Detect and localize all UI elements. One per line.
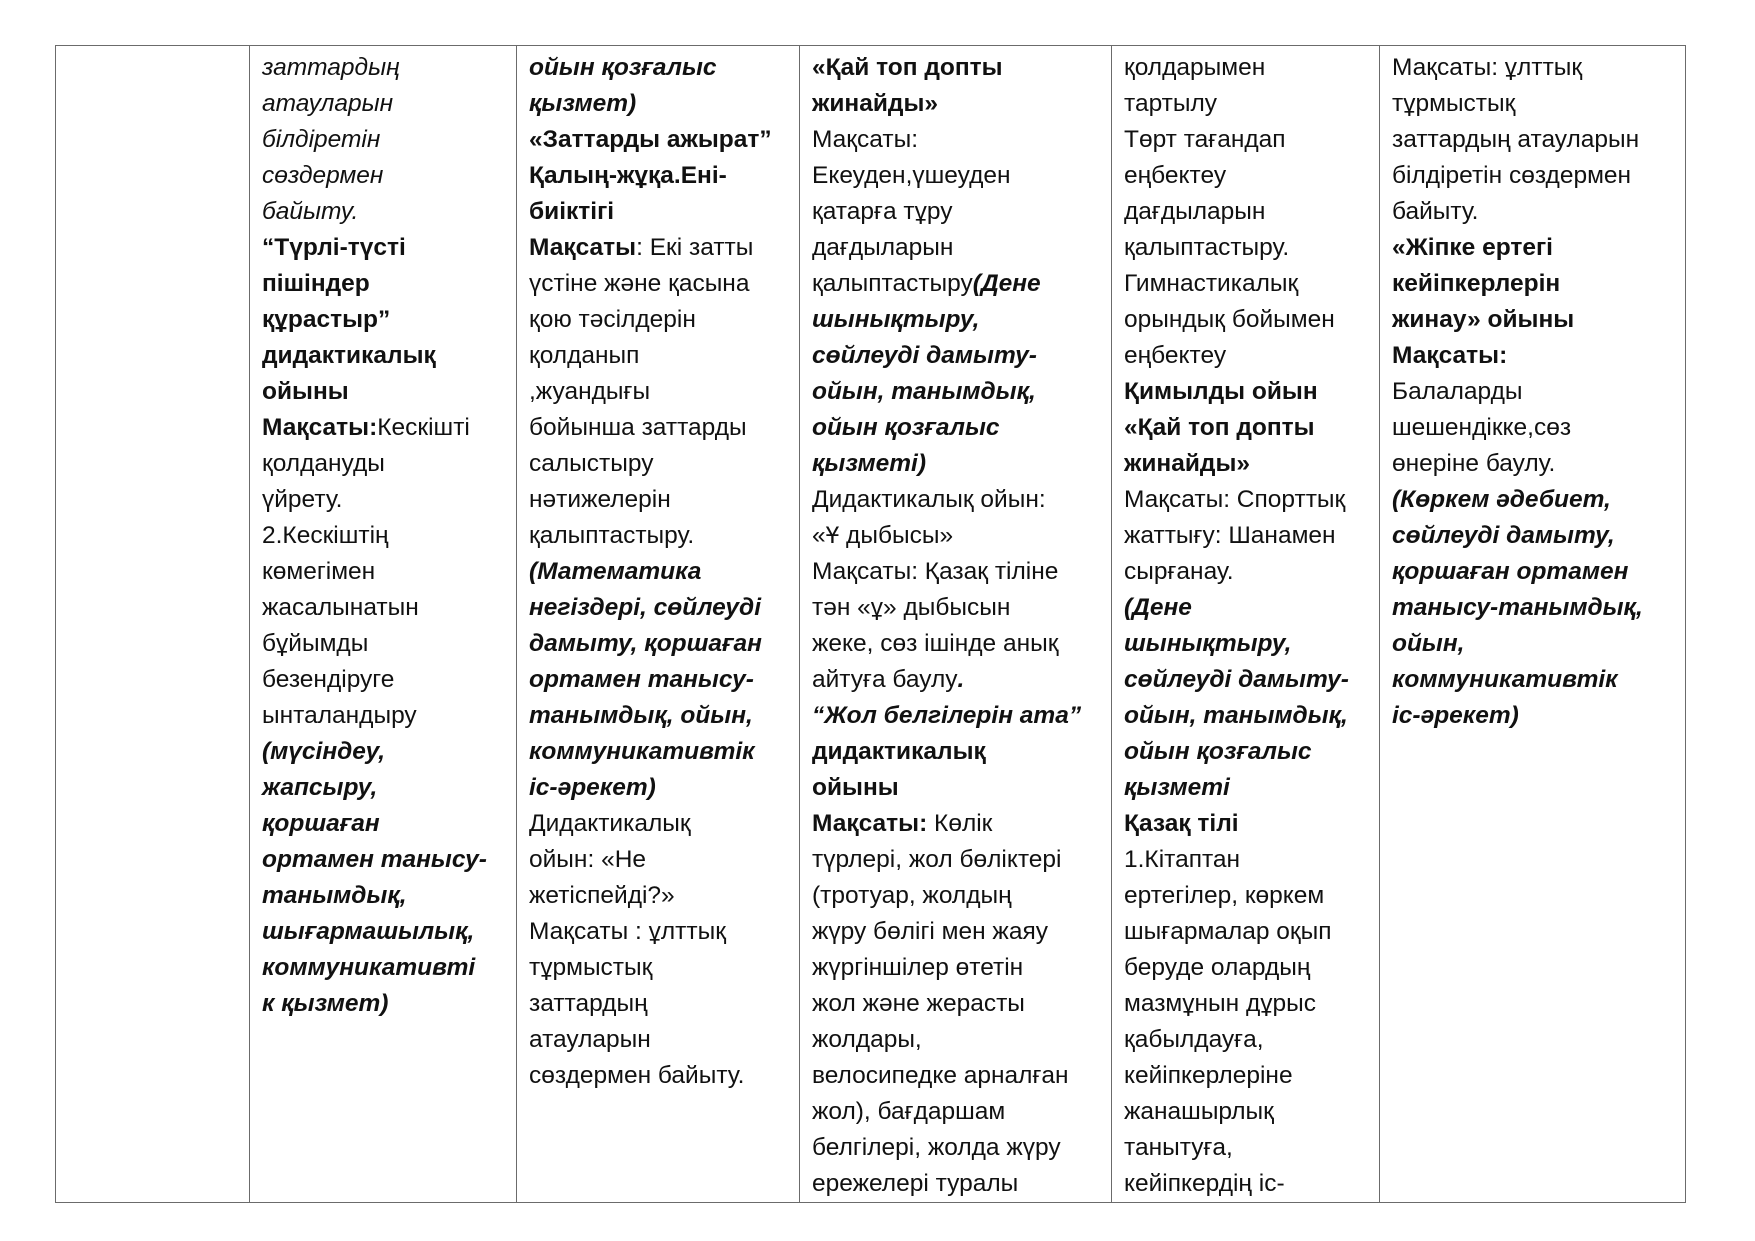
text-line: велосипедке арналған: [812, 1062, 1069, 1089]
text-segment: Мақсаты:: [262, 414, 378, 441]
text-line: шығармашылық,: [262, 918, 475, 945]
text-line: ережелері туралы: [812, 1170, 1019, 1197]
text-line: Балаларды: [1392, 378, 1523, 405]
text-line: ойын,: [1392, 630, 1465, 657]
text-segment: Көлік: [927, 810, 993, 837]
text-line: үстіне және қасына: [529, 270, 750, 297]
text-line: негіздері, сөйлеуді: [529, 594, 761, 621]
table-cell-col-4: [800, 46, 1112, 1203]
text-line: жетіспейді?»: [529, 882, 675, 909]
text-line: тән «ұ» дыбысын: [812, 594, 1011, 621]
text-line: ортамен танысу-: [529, 666, 754, 693]
text-line: қоршаған ортамен: [1392, 558, 1629, 585]
text-line: жинау» ойыны: [1392, 306, 1575, 333]
text-line: Екеуден,үшеуден: [812, 162, 1011, 189]
table-cell-col-1: [56, 46, 250, 1203]
text-line: (Дене: [1124, 594, 1192, 621]
text-line: коммуникативтік: [1392, 666, 1618, 693]
text-line: қолдануды: [262, 450, 385, 477]
text-line: 1.Кітаптан: [1124, 846, 1241, 873]
text-line: дидактикалық: [812, 738, 986, 765]
text-line: шынықтыру,: [812, 306, 980, 333]
table-cell-col-3: [517, 46, 800, 1203]
text-line: ,жуандығы: [529, 378, 651, 405]
text-line: іс-әрекет): [529, 774, 656, 801]
text-line: Мақсаты: Қазақ тіліне: [812, 558, 1059, 585]
text-line: к қызмет): [262, 990, 389, 1017]
text-line: ойын: «Не: [529, 846, 647, 873]
text-segment: қалыптастыру: [812, 270, 973, 297]
text-line: «Қай топ допты: [812, 54, 1003, 81]
text-line: қою тәсілдерін: [529, 306, 696, 333]
text-line: белгілері, жолда жүру: [812, 1134, 1061, 1161]
text-line: қызмет): [529, 90, 637, 117]
text-line: танымдық,: [262, 882, 407, 909]
text-line: жасалынатын: [262, 594, 419, 621]
text-line: еңбектеу: [1124, 342, 1227, 369]
text-line: қабылдауға,: [1124, 1026, 1264, 1053]
text-segment: айтуға баулу: [812, 666, 958, 693]
table-cell-col-5: [1112, 46, 1380, 1203]
text-line: танысу-танымдық,: [1392, 594, 1643, 621]
text-line: танытуға,: [1124, 1134, 1233, 1161]
text-line: ынталандыру: [262, 702, 417, 729]
text-line: жеке, сөз ішінде анық: [812, 630, 1059, 657]
text-line: сырғанау.: [1124, 558, 1234, 585]
text-line: құрастыр”: [262, 306, 391, 333]
text-line: сөздермен байыту.: [529, 1062, 745, 1089]
text-line: салыстыру: [529, 450, 654, 477]
text-line: тұрмыстық: [1392, 90, 1516, 117]
text-line: Қалың-жұқа.Ені-: [529, 162, 727, 189]
text-line: ойын қозғалыс: [1124, 738, 1312, 765]
text-line: Мақсаты: ұлттық: [1392, 54, 1583, 81]
text-line: ойын, танымдық,: [812, 378, 1036, 405]
text-line: биіктігі: [529, 198, 615, 225]
text-line: «Жіпке ертегі: [1392, 234, 1553, 261]
text-line: Гимнастикалық: [1124, 270, 1299, 297]
text-line: байыту.: [262, 198, 359, 225]
text-line: қатарға тұру: [812, 198, 953, 225]
text-line: танымдық, ойын,: [529, 702, 753, 729]
text-segment: Мақсаты: [529, 234, 637, 261]
text-line: “Жол белгілерін ата”: [812, 702, 1082, 729]
text-line: сөйлеуді дамыту,: [1392, 522, 1615, 549]
text-line: Мақсаты: Спорттық: [1124, 486, 1346, 513]
text-line: Төрт тағандап: [1124, 126, 1286, 153]
text-line: байыту.: [1392, 198, 1479, 225]
text-line: дидактикалық: [262, 342, 436, 369]
text-line: Мақсаты : ұлттық: [529, 918, 726, 945]
text-line: (мүсіндеу,: [262, 738, 386, 765]
text-segment: (Дене: [972, 270, 1041, 297]
text-line: қолданып: [529, 342, 640, 369]
text-line: орындық бойымен: [1124, 306, 1335, 333]
text-line: тартылу: [1124, 90, 1218, 117]
text-line: коммуникативті: [262, 954, 476, 981]
text-line: (Көркем әдебиет,: [1392, 486, 1611, 513]
text-segment: Кескішті: [377, 414, 470, 441]
text-line: [262, 410, 508, 446]
text-line: қызметі: [1124, 774, 1230, 801]
text-line: сөздермен: [262, 162, 384, 189]
text-line: үйрету.: [262, 486, 343, 513]
text-line: қолдарымен: [1124, 54, 1266, 81]
text-line: жол), бағдаршам: [812, 1098, 1006, 1125]
text-line: тұрмыстық: [529, 954, 653, 981]
text-segment: .: [957, 666, 965, 693]
text-line: көмегімен: [262, 558, 376, 585]
text-line: бойынша заттарды: [529, 414, 747, 441]
text-line: коммуникативтік: [529, 738, 755, 765]
text-line: сөйлеуді дамыту-: [1124, 666, 1349, 693]
text-line: ертегілер, көркем: [1124, 882, 1325, 909]
schedule-table: [55, 45, 1686, 1203]
text-line: [812, 806, 1103, 842]
text-line: жүргіншілер өтетін: [812, 954, 1024, 981]
text-segment: : Екі затты: [636, 234, 754, 261]
text-line: «Қай топ допты: [1124, 414, 1315, 441]
text-line: пішіндер: [262, 270, 370, 297]
text-line: нәтижелерін: [529, 486, 671, 513]
text-line: Дидактикалық: [529, 810, 691, 837]
text-line: білдіретін сөздермен: [1392, 162, 1632, 189]
text-line: қызметі): [812, 450, 927, 477]
text-line: ойыны: [262, 378, 349, 405]
text-line: беруде олардың: [1124, 954, 1311, 981]
text-line: түрлері, жол бөліктері: [812, 846, 1062, 873]
table-row: [56, 46, 1686, 1203]
text-line: [529, 230, 791, 266]
text-line: дамыту, қоршаған: [529, 630, 762, 657]
text-line: [812, 662, 1103, 698]
text-line: заттардың: [262, 54, 400, 81]
text-line: заттардың атауларын: [1392, 126, 1640, 153]
text-line: Қазақ тілі: [1124, 810, 1239, 837]
text-line: атауларын: [529, 1026, 651, 1053]
text-segment: Мақсаты:: [812, 810, 928, 837]
table-cell-col-2: [250, 46, 517, 1203]
text-line: заттардың: [529, 990, 648, 1017]
text-line: ойын, танымдық,: [1124, 702, 1348, 729]
text-line: жүру бөлігі мен жаяу: [812, 918, 1048, 945]
text-line: ойын қозғалыс: [529, 54, 717, 81]
text-line: кейіпкердің іс-: [1124, 1170, 1285, 1197]
text-line: кейіпкерлерін: [1392, 270, 1561, 297]
text-line: жаттығу: Шанамен: [1124, 522, 1336, 549]
text-line: ойыны: [812, 774, 899, 801]
text-line: дағдыларын: [1124, 198, 1266, 225]
text-line: қоршаған: [262, 810, 380, 837]
text-line: «Заттарды ажырат”: [529, 126, 772, 153]
text-line: іс-әрекет): [1392, 702, 1519, 729]
text-line: ортамен танысу-: [262, 846, 487, 873]
text-line: кейіпкерлеріне: [1124, 1062, 1293, 1089]
text-line: безендіруге: [262, 666, 395, 693]
text-line: 2.Кескіштің: [262, 522, 389, 549]
text-line: ойын қозғалыс: [812, 414, 1000, 441]
text-line: шығармалар оқып: [1124, 918, 1332, 945]
text-line: “Түрлі-түсті: [262, 234, 406, 261]
text-line: бұйымды: [262, 630, 369, 657]
text-line: (тротуар, жолдың: [812, 882, 1012, 909]
text-line: жол және жерасты: [812, 990, 1025, 1017]
text-line: өнеріне баулу.: [1392, 450, 1556, 477]
text-line: атауларын: [262, 90, 394, 117]
text-line: жинайды»: [1124, 450, 1251, 477]
text-line: Дидактикалық ойын:: [812, 486, 1046, 513]
table-cell-col-6: [1380, 46, 1686, 1203]
text-line: жапсыру,: [262, 774, 378, 801]
text-line: Қимылды ойын: [1124, 378, 1318, 405]
text-line: жолдары,: [812, 1026, 922, 1053]
text-line: Мақсаты:: [1392, 342, 1508, 369]
text-line: Мақсаты:: [812, 126, 919, 153]
text-line: жанашырлық: [1124, 1098, 1274, 1125]
text-line: «Ұ дыбысы»: [812, 522, 954, 549]
text-line: [812, 266, 1103, 302]
text-line: қалыптастыру.: [529, 522, 695, 549]
text-line: білдіретін: [262, 126, 381, 153]
text-line: (Математика: [529, 558, 702, 585]
text-line: жинайды»: [812, 90, 939, 117]
text-line: мазмұнын дұрыс: [1124, 990, 1317, 1017]
text-line: шешендікке,сөз: [1392, 414, 1572, 441]
text-line: қалыптастыру.: [1124, 234, 1290, 261]
text-line: еңбектеу: [1124, 162, 1227, 189]
text-line: дағдыларын: [812, 234, 954, 261]
text-line: шынықтыру,: [1124, 630, 1292, 657]
text-line: сөйлеуді дамыту-: [812, 342, 1037, 369]
